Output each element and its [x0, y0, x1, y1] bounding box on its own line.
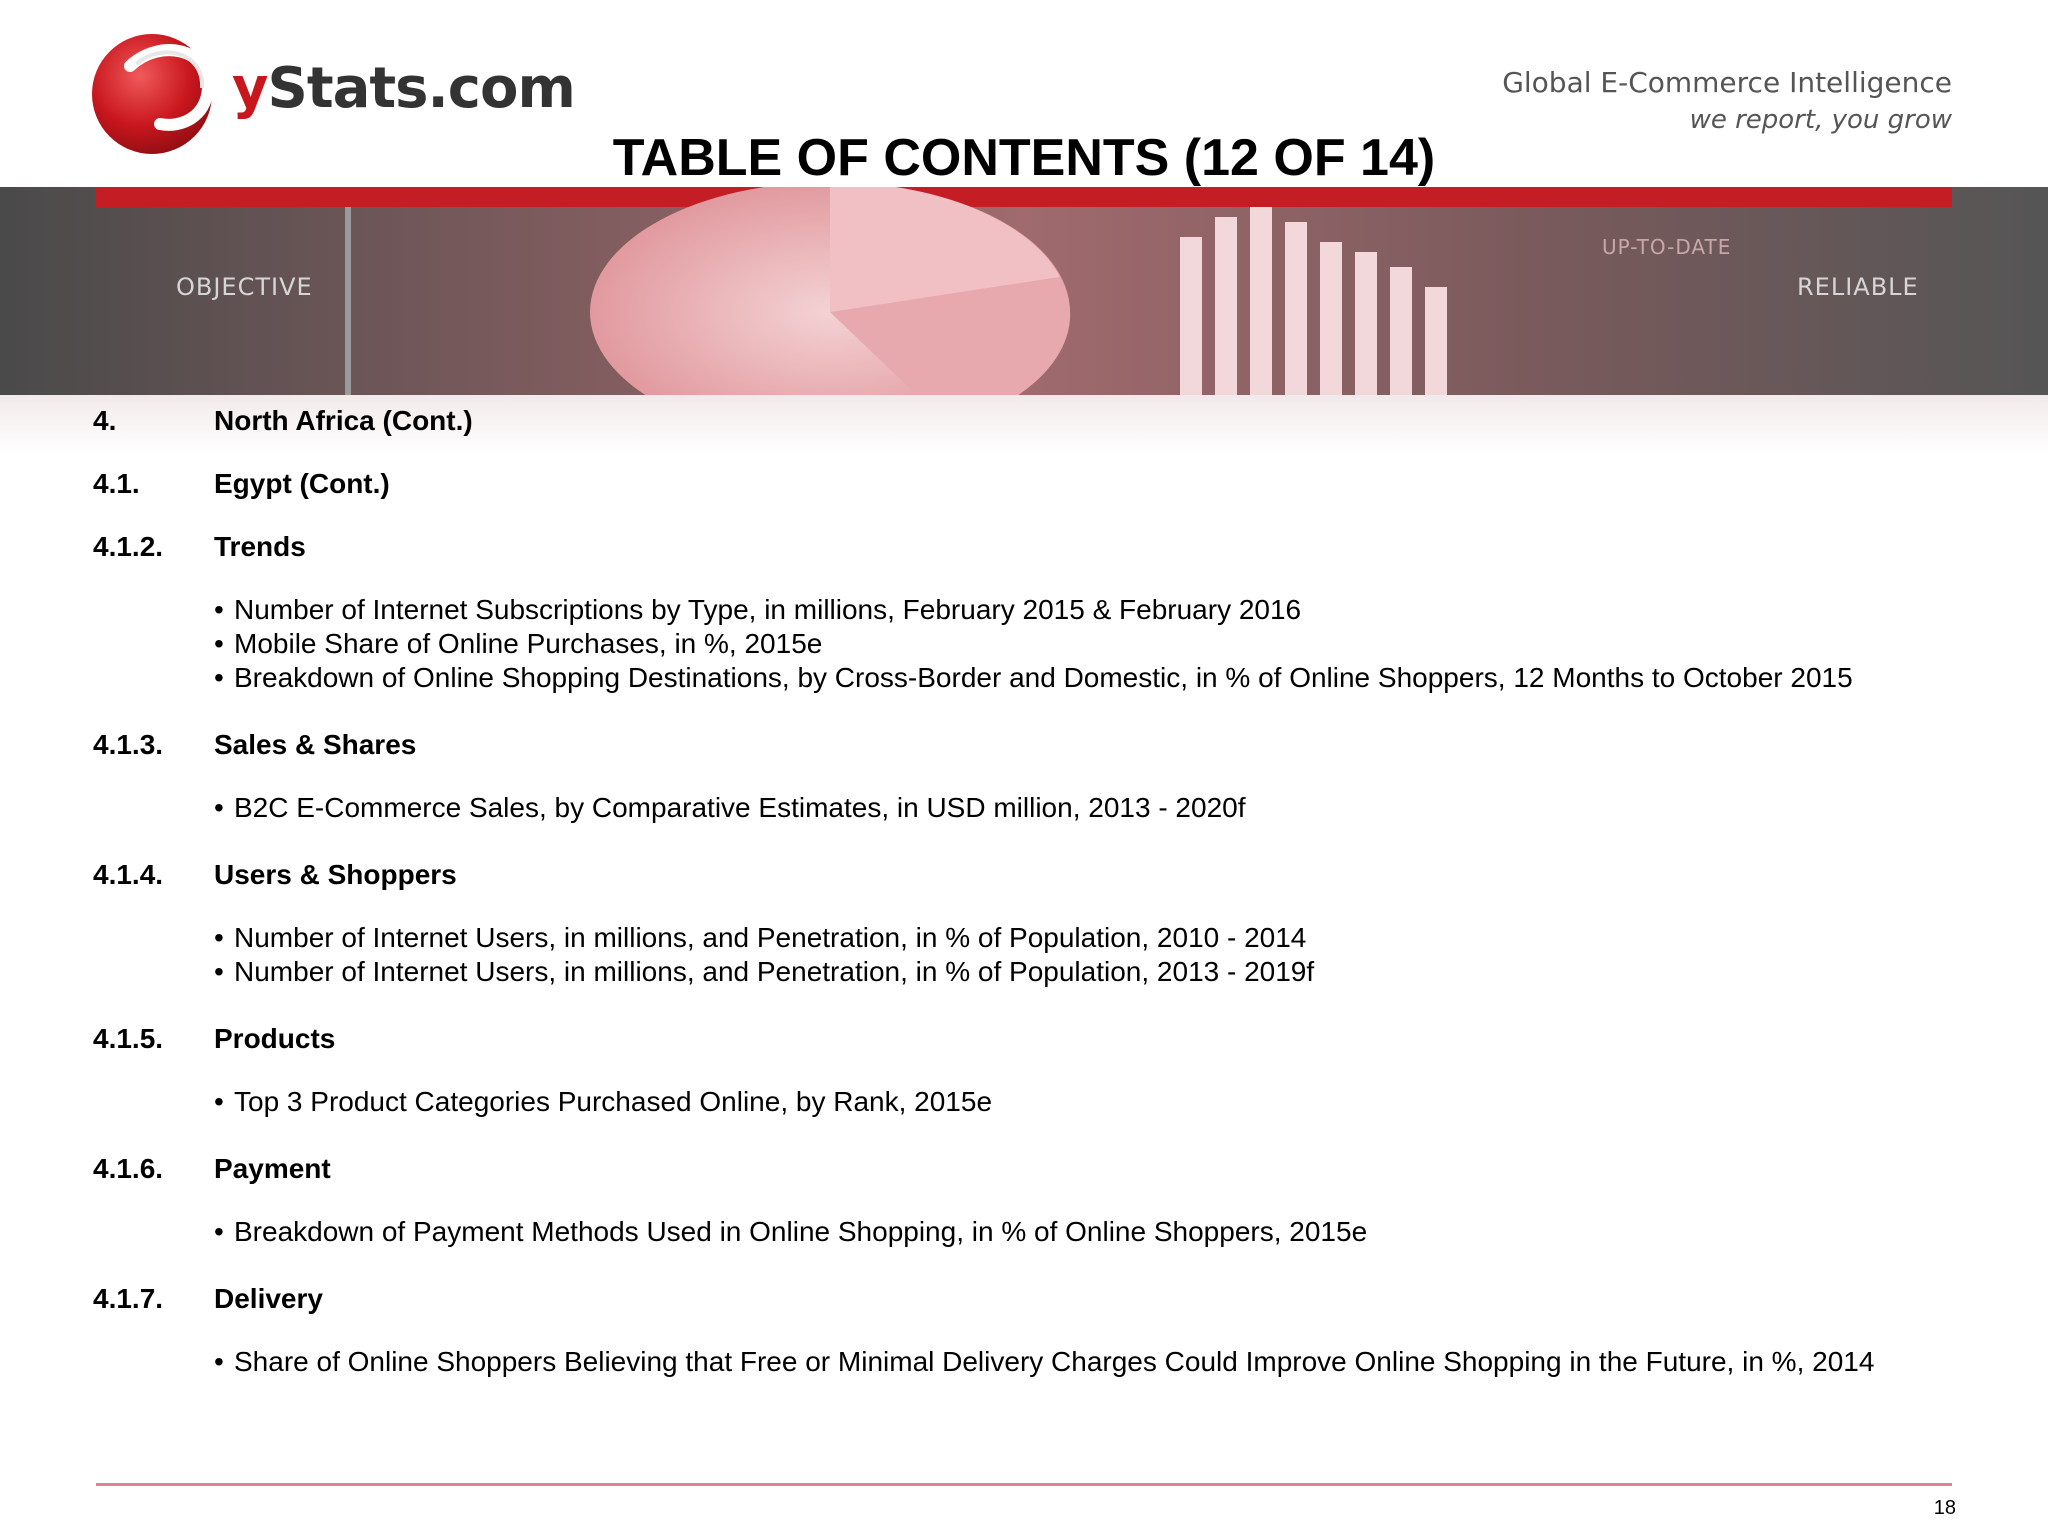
list-item-text: Share of Online Shoppers Believing that Free or Minimal Delivery Charges Could Improve Online Shopping in the Future, in %, 2014: [234, 1346, 1875, 1377]
list-item-text: Breakdown of Online Shopping Destinations, by Cross-Border and Domestic, in % of Online Shoppers, 12 Months to October 2015: [234, 662, 1853, 693]
list-item-text: Number of Internet Subscriptions by Type, in millions, February 2015 & February 2016: [234, 594, 1302, 625]
section-number: 4.1.3.: [93, 729, 164, 760]
toc-section: [93, 858, 1963, 892]
list-item-text: Top 3 Product Categories Purchased Online, by Rank, 2015e: [234, 1086, 993, 1117]
toc-section: [93, 1282, 1963, 1316]
section-title: Sales & Shares: [214, 729, 417, 760]
brand-rest: Stats.com: [267, 56, 575, 121]
toc-item-list: [214, 791, 1963, 825]
section-title: North Africa (Cont.): [214, 405, 473, 436]
footer-divider: [96, 1483, 1952, 1486]
toc-item-list: [214, 921, 1963, 989]
toc-section: [93, 728, 1963, 762]
section-title: Trends: [214, 531, 306, 562]
toc-item-list: [214, 1345, 1963, 1379]
page-title: [0, 128, 2048, 188]
page-title-text: TABLE OF CONTENTS (12 OF 14): [612, 129, 1436, 187]
list-item-text: Breakdown of Payment Methods Used in Online Shopping, in % of Online Shoppers, 2015e: [234, 1216, 1368, 1247]
list-item: • B2C E-Commerce Sales, by Comparative Estimates, in USD million, 2013 - 2020f: [214, 792, 1246, 823]
list-item: • Share of Online Shoppers Believing that Free or Minimal Delivery Charges Could Improve Online Shopping in the Future, in %, 2014: [214, 1346, 1875, 1377]
list-item-text: B2C E-Commerce Sales, by Comparative Estimates, in USD million, 2013 - 2020f: [234, 792, 1246, 823]
list-item: • Top 3 Product Categories Purchased Online, by Rank, 2015e: [214, 1086, 993, 1117]
toc-section: [93, 1152, 1963, 1186]
section-title: Egypt (Cont.): [214, 468, 390, 499]
list-item-text: Number of Internet Users, in millions, and Penetration, in % of Population, 2010 - 2014: [234, 922, 1307, 953]
section-number: 4.1.: [93, 468, 140, 499]
toc-section: [93, 467, 1963, 501]
section-title: Products: [214, 1023, 336, 1054]
list-item-text: Mobile Share of Online Purchases, in %, 2015e: [234, 628, 823, 659]
list-item: • Breakdown of Payment Methods Used in Online Shopping, in % of Online Shoppers, 2015e: [214, 1216, 1368, 1247]
list-item: • Breakdown of Online Shopping Destinations, by Cross-Border and Domestic, in % of Online Shoppers, 12 Months to October 2015: [214, 662, 1853, 693]
toc-content: [93, 404, 1963, 1379]
banner-word-objective: OBJECTIVE: [176, 273, 313, 301]
toc-item-list: [214, 593, 1963, 695]
list-item-text: Number of Internet Users, in millions, and Penetration, in % of Population, 2013 - 2019f: [234, 956, 1315, 987]
toc-item-list: [214, 1215, 1963, 1249]
tagline-line1: Global E-Commerce Intelligence: [1502, 66, 1952, 99]
banner-word-reliable: RELIABLE: [1797, 273, 1919, 301]
list-item: • Number of Internet Users, in millions, and Penetration, in % of Population, 2010 - 2014: [214, 922, 1307, 953]
header-banner: [0, 187, 2048, 395]
section-title: Delivery: [214, 1283, 323, 1314]
brand-name: [232, 56, 575, 121]
section-number: 4.: [93, 405, 117, 436]
list-item: • Number of Internet Subscriptions by Type, in millions, February 2015 & February 2016: [214, 594, 1302, 625]
toc-section: [93, 1022, 1963, 1056]
brand-prefix: y: [232, 56, 268, 121]
section-number: 4.1.7.: [93, 1283, 164, 1314]
section-number: 4.1.4.: [93, 859, 164, 890]
tagline-line2: we report, you grow: [1689, 105, 1952, 135]
list-item: • Mobile Share of Online Purchases, in %, 2015e: [214, 628, 823, 659]
banner-word-uptodate: UP-TO-DATE: [1602, 235, 1732, 259]
toc-section: [93, 404, 1963, 438]
toc-section: [93, 530, 1963, 564]
tagline: [1502, 64, 1952, 138]
toc-item-list: [214, 1085, 1963, 1119]
section-number: 4.1.2.: [93, 531, 164, 562]
section-title: Users & Shoppers: [214, 859, 457, 890]
section-number: 4.1.5.: [93, 1023, 164, 1054]
section-title: Payment: [214, 1153, 331, 1184]
list-item: • Number of Internet Users, in millions, and Penetration, in % of Population, 2013 - 2019f: [214, 956, 1315, 987]
page-number: 18: [1933, 1497, 1956, 1519]
section-number: 4.1.6.: [93, 1153, 164, 1184]
